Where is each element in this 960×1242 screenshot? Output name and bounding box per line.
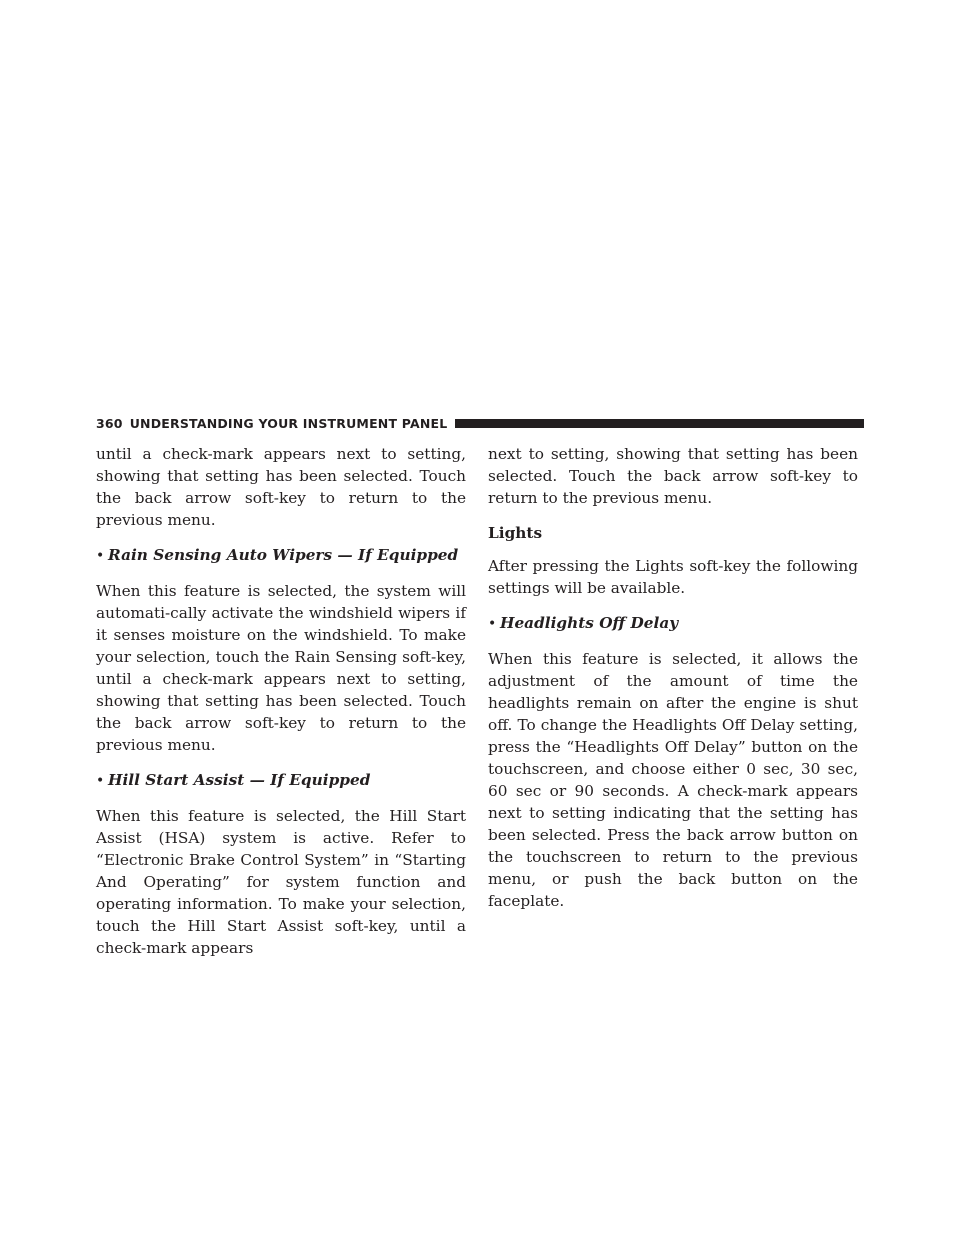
bullet-label: Hill Start Assist — If Equipped <box>108 771 371 789</box>
left-column <box>96 443 466 972</box>
page-header <box>96 415 864 431</box>
paragraph: When this feature is selected, it allows the adjustment of the amount of time the headlights remain on after the engine is shut off. To change the Headlights Off Delay setting, press the “Headlights Off Delay” button on the touchscreen, and choose either 0 sec, 30 sec, 60 sec or 90 seconds. A check-mark appears next to setting indicating that the setting has been selected. Press the back arrow button on the touchscreen to return to the previous menu, or push the back button on the faceplate. <box>488 650 858 910</box>
paragraph: until a check-mark appears next to setting, showing that setting has been selected. Touch the back arrow soft-key to return to the previous menu. <box>96 445 466 529</box>
paragraph: When this feature is selected, the system will automati-cally activate the windshield wipers if it senses moisture on the windshield. To make your selection, touch the Rain Sensing soft-key, until a check-mark appears next to setting, showing that setting has been selected. Touch the back arrow soft-key to return to the previous menu. <box>96 582 466 754</box>
section-title: UNDERSTANDING YOUR INSTRUMENT PANEL <box>129 415 448 431</box>
bullet-icon: • <box>96 773 105 789</box>
bullet-icon: • <box>488 616 497 632</box>
bullet-label: Headlights Off Delay <box>500 614 679 632</box>
bullet-label: Rain Sensing Auto Wipers — If Equipped <box>108 546 459 564</box>
bullet-item-hill-start-assist <box>96 769 466 792</box>
section-heading-lights: Lights <box>488 524 543 542</box>
bullet-item-headlights-off-delay <box>488 612 858 635</box>
header-rule <box>455 419 864 428</box>
right-column <box>488 443 858 925</box>
paragraph: When this feature is selected, the Hill Start Assist (HSA) system is active. Refer to “Electronic Brake Control System” in “Starting And Operating” for system function and operating information. To make your selection, touch the Hill Start Assist soft-key, until a check-mark appears <box>96 807 466 957</box>
page-number: 360 <box>96 415 123 431</box>
paragraph: After pressing the Lights soft-key the following settings will be available. <box>488 557 858 597</box>
bullet-item-rain-sensing <box>96 544 466 567</box>
paragraph: next to setting, showing that setting has been selected. Touch the back arrow soft-key to return to the previous menu. <box>488 445 858 507</box>
bullet-icon: • <box>96 548 105 564</box>
